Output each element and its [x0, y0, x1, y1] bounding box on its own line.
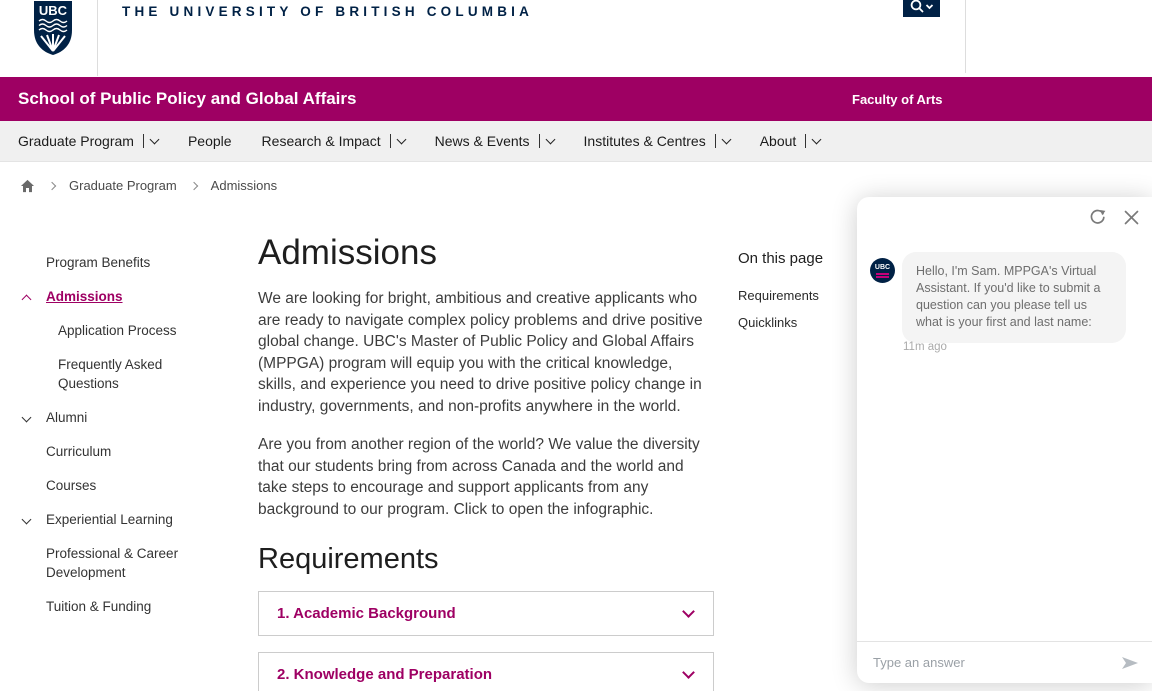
intro-paragraph: We are looking for bright, ambitious and creative applicants who are ready to navigate complex policy problems and drive positive global change. UBC's Master of Public Policy and Global Affairs (MPPGA) program will equip you with the critical knowledge, skills, and experience you need to drive positive policy change in industry, governments, and non-profits anywhere in the world. — [258, 290, 703, 415]
ubc-logo[interactable] — [33, 0, 73, 56]
breadcrumb-separator-icon — [189, 181, 197, 189]
sidebar-item-courses[interactable] — [18, 476, 193, 495]
diversity-paragraph: Are you from another region of the world? We value the diversity that our students bring from across Canada and the world and take steps to encourage and support applicants from any background to our program. Click to open the infographic. — [258, 436, 700, 518]
sidebar-item-label: Program Benefits — [46, 255, 151, 270]
chevron-down-icon[interactable] — [22, 413, 32, 423]
chat-message-bubble: Hello, I'm Sam. MPPGA's Virtual Assistant. If you'd like to submit a question can you please tell us what is your first and last name: — [902, 252, 1126, 343]
on-this-page-link-quicklinks[interactable]: Quicklinks — [738, 315, 798, 330]
avatar-decoration — [876, 273, 889, 275]
chat-toolbar — [1089, 209, 1140, 226]
sidebar-item-program-benefits[interactable] — [18, 253, 193, 272]
home-icon[interactable] — [20, 179, 35, 193]
sidebar-item-label: Frequently Asked Questions — [58, 357, 163, 391]
nav-label: Research & Impact — [261, 133, 381, 149]
school-banner — [0, 77, 1152, 121]
nav-pipe — [539, 134, 540, 148]
university-name[interactable]: THE UNIVERSITY OF BRITISH COLUMBIA — [122, 4, 534, 19]
breadcrumb — [20, 178, 277, 193]
sidebar-item-tuition-funding[interactable] — [18, 597, 193, 616]
nav-item-about[interactable] — [760, 133, 821, 149]
sidebar-item-alumni[interactable] — [18, 408, 193, 427]
faculty-of-arts-link[interactable]: Faculty of Arts — [852, 92, 943, 107]
chat-input-row — [857, 641, 1152, 683]
header-divider-right — [965, 0, 966, 73]
nav-label: Institutes & Centres — [583, 133, 706, 149]
search-button[interactable] — [903, 0, 940, 17]
sidebar-item-faq[interactable] — [18, 355, 193, 393]
breadcrumb-graduate-program[interactable]: Graduate Program — [69, 178, 177, 193]
chevron-down-icon[interactable] — [22, 515, 32, 525]
send-icon[interactable] — [1120, 653, 1140, 673]
main-nav — [0, 121, 1152, 162]
nav-label: People — [187, 133, 232, 149]
chevron-down-icon[interactable] — [682, 605, 695, 618]
chat-timestamp: 11m ago — [903, 341, 947, 353]
sidebar-item-label: Curriculum — [46, 444, 112, 459]
refresh-icon[interactable] — [1089, 209, 1106, 226]
nav-item-news-events[interactable] — [435, 133, 554, 149]
nav-item-people[interactable] — [188, 133, 232, 149]
sidebar-item-experiential-learning[interactable] — [18, 510, 193, 529]
sidebar-item-curriculum[interactable] — [18, 442, 193, 461]
on-this-page-title: On this page — [738, 250, 824, 267]
header-divider — [97, 0, 98, 76]
sidebar-item-label: Courses — [46, 478, 97, 493]
sidebar-item-admissions[interactable] — [18, 287, 193, 306]
avatar-ubc-text: UBC — [874, 263, 891, 271]
chevron-up-icon[interactable] — [22, 295, 32, 305]
on-this-page — [738, 250, 868, 342]
page-title: Admissions — [258, 233, 437, 272]
requirements-heading: Requirements — [258, 543, 439, 575]
avatar-decoration — [876, 276, 889, 278]
nav-pipe — [715, 134, 716, 148]
nav-item-institutes-centres[interactable] — [584, 133, 730, 149]
search-icon — [909, 0, 935, 14]
chevron-down-icon[interactable] — [812, 134, 822, 144]
chevron-down-icon[interactable] — [396, 134, 406, 144]
chevron-down-icon[interactable] — [150, 134, 160, 144]
nav-pipe — [805, 134, 806, 148]
sidebar-item-label: Admissions — [46, 289, 123, 304]
chevron-down-icon[interactable] — [682, 666, 695, 679]
accordion-knowledge-preparation[interactable] — [258, 652, 714, 691]
on-this-page-link-requirements[interactable]: Requirements — [738, 288, 819, 303]
accordion-academic-background[interactable] — [258, 591, 714, 636]
sidebar-item-label: Tuition & Funding — [46, 599, 152, 614]
main-content — [258, 231, 714, 691]
nav-label: About — [759, 133, 797, 149]
chevron-down-icon[interactable] — [545, 134, 555, 144]
close-icon[interactable] — [1123, 209, 1140, 226]
ubc-logo-text: UBC — [38, 3, 68, 18]
nav-label: Graduate Program — [18, 133, 134, 149]
sidebar-nav — [18, 253, 193, 616]
sidebar-item-application-process[interactable] — [18, 321, 193, 340]
breadcrumb-admissions: Admissions — [210, 178, 278, 193]
nav-item-research-impact[interactable] — [262, 133, 405, 149]
breadcrumb-separator-icon — [48, 181, 56, 189]
nav-label: News & Events — [434, 133, 530, 149]
sidebar-item-professional-career[interactable] — [18, 544, 193, 582]
sidebar-item-label: Application Process — [58, 323, 177, 338]
chevron-down-icon — [926, 5, 932, 8]
site-header — [0, 0, 1152, 77]
accordion-title: 1. Academic Background — [277, 605, 456, 622]
accordion-title: 2. Knowledge and Preparation — [277, 666, 493, 683]
chat-input[interactable] — [857, 655, 1120, 670]
sidebar-item-label: Professional & Career Development — [46, 546, 179, 580]
school-name-link[interactable]: School of Public Policy and Global Affairs — [18, 89, 357, 108]
sidebar-item-label: Experiential Learning — [46, 512, 173, 527]
sidebar-item-label: Alumni — [46, 410, 88, 425]
chat-message-row — [870, 252, 1126, 343]
nav-pipe — [390, 134, 391, 148]
chevron-down-icon[interactable] — [721, 134, 731, 144]
nav-item-graduate-program[interactable] — [18, 133, 158, 149]
nav-pipe — [143, 134, 144, 148]
chat-widget — [857, 197, 1152, 683]
chat-avatar — [870, 258, 895, 283]
